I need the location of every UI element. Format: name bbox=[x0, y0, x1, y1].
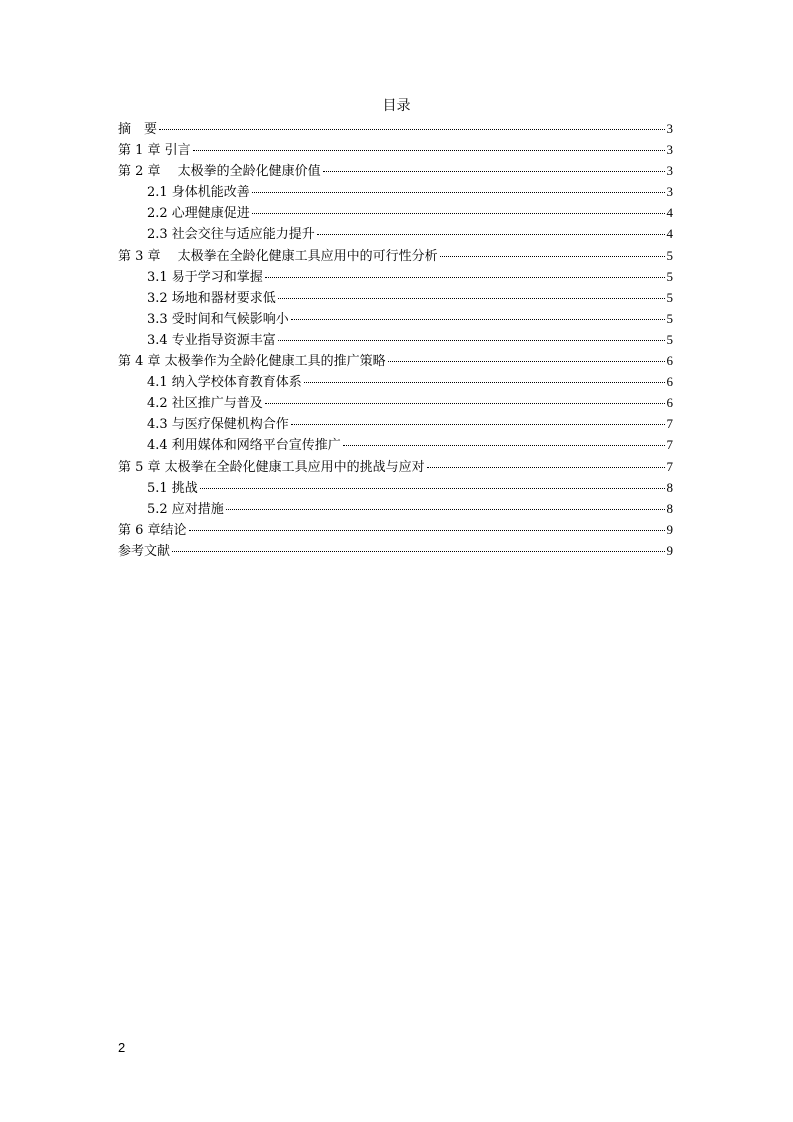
toc-entry[interactable] bbox=[118, 392, 673, 413]
toc-entry-label: 2.2 心理健康促进 bbox=[147, 206, 250, 222]
toc-list bbox=[118, 118, 673, 561]
toc-entry-page: 5 bbox=[666, 247, 673, 263]
toc-dot-leader bbox=[172, 551, 664, 552]
toc-entry-label: 3.1 易于学习和掌握 bbox=[147, 269, 263, 285]
toc-dot-leader bbox=[193, 150, 665, 151]
toc-entry-page: 9 bbox=[666, 542, 673, 558]
toc-entry[interactable] bbox=[118, 477, 673, 498]
toc-entry-label: 4.1 纳入学校体育教育体系 bbox=[147, 375, 302, 391]
toc-dot-leader bbox=[304, 382, 665, 383]
toc-entry[interactable] bbox=[118, 519, 673, 540]
toc-entry[interactable] bbox=[118, 223, 673, 244]
toc-dot-leader bbox=[189, 530, 665, 531]
toc-entry[interactable] bbox=[118, 287, 673, 308]
toc-entry-label: 第 6 章结论 bbox=[118, 522, 187, 538]
toc-entry-page: 5 bbox=[666, 310, 673, 326]
toc-entry-label: 5.2 应对措施 bbox=[147, 501, 224, 517]
toc-entry[interactable] bbox=[118, 202, 673, 223]
toc-entry-label: 5.1 挑战 bbox=[147, 480, 198, 496]
toc-entry[interactable] bbox=[118, 266, 673, 287]
page-number: 2 bbox=[118, 1040, 126, 1055]
toc-dot-leader bbox=[317, 234, 665, 235]
toc-dot-leader bbox=[265, 277, 665, 278]
toc-entry-page: 4 bbox=[666, 226, 673, 242]
toc-entry-page: 8 bbox=[666, 500, 673, 516]
toc-dot-leader bbox=[265, 403, 665, 404]
toc-entry-label: 4.4 利用媒体和网络平台宣传推广 bbox=[147, 438, 341, 454]
toc-entry-label: 摘 要 bbox=[118, 122, 158, 137]
toc-entry-page: 5 bbox=[666, 289, 673, 305]
toc-entry-page: 9 bbox=[666, 521, 673, 537]
toc-dot-leader bbox=[252, 192, 665, 193]
toc-dot-leader bbox=[427, 467, 665, 468]
toc-entry[interactable] bbox=[118, 118, 673, 139]
toc-dot-leader bbox=[252, 213, 665, 214]
toc-entry[interactable] bbox=[118, 329, 673, 350]
toc-entry[interactable] bbox=[118, 245, 673, 266]
toc-entry-page: 4 bbox=[666, 205, 673, 221]
toc-entry[interactable] bbox=[118, 413, 673, 434]
toc-entry-page: 7 bbox=[666, 458, 673, 474]
toc-entry-page: 8 bbox=[666, 479, 673, 495]
toc-entry[interactable] bbox=[118, 139, 673, 160]
toc-entry-page: 3 bbox=[666, 184, 673, 200]
toc-entry[interactable] bbox=[118, 456, 673, 477]
toc-entry-page: 6 bbox=[666, 374, 673, 390]
toc-entry-label: 第 2 章 太极拳的全龄化健康价值 bbox=[118, 164, 321, 180]
toc-entry[interactable] bbox=[118, 498, 673, 519]
toc-dot-leader bbox=[200, 488, 665, 489]
toc-entry-page: 5 bbox=[666, 268, 673, 284]
toc-entry-page: 7 bbox=[666, 416, 673, 432]
toc-title: 目录 bbox=[382, 98, 411, 114]
toc-dot-leader bbox=[278, 298, 665, 299]
toc-dot-leader bbox=[323, 171, 665, 172]
toc-entry-label: 参考文献 bbox=[118, 543, 171, 559]
toc-entry-page: 6 bbox=[666, 353, 673, 369]
toc-entry-label: 2.3 社会交往与适应能力提升 bbox=[147, 227, 315, 243]
toc-entry-label: 2.1 身体机能改善 bbox=[147, 185, 250, 201]
toc-entry[interactable] bbox=[118, 540, 673, 561]
toc-entry[interactable] bbox=[118, 371, 673, 392]
toc-entry-label: 第 5 章 太极拳在全龄化健康工具应用中的挑战与应对 bbox=[118, 459, 425, 475]
toc-entry-label: 第 3 章 太极拳在全龄化健康工具应用中的可行性分析 bbox=[118, 248, 438, 264]
toc-entry-label: 第 1 章 引言 bbox=[118, 143, 191, 159]
toc-entry-page: 3 bbox=[666, 142, 673, 158]
toc-entry-page: 3 bbox=[666, 121, 673, 136]
toc-entry-label: 3.4 专业指导资源丰富 bbox=[147, 332, 276, 348]
toc-dot-leader bbox=[440, 256, 665, 257]
toc-entry-label: 4.3 与医疗保健机构合作 bbox=[147, 417, 289, 433]
toc-entry-label: 4.2 社区推广与普及 bbox=[147, 396, 263, 412]
toc-dot-leader bbox=[159, 129, 664, 130]
toc-entry-page: 6 bbox=[666, 395, 673, 411]
toc-entry-label: 3.3 受时间和气候影响小 bbox=[147, 311, 289, 327]
toc-dot-leader bbox=[388, 361, 665, 362]
toc-entry-page: 3 bbox=[666, 163, 673, 179]
toc-entry[interactable] bbox=[118, 434, 673, 455]
toc-entry-label: 3.2 场地和器材要求低 bbox=[147, 290, 276, 306]
toc-entry-page: 7 bbox=[666, 437, 673, 453]
toc-dot-leader bbox=[343, 445, 665, 446]
toc-dot-leader bbox=[291, 319, 665, 320]
toc-dot-leader bbox=[291, 424, 665, 425]
toc-dot-leader bbox=[226, 509, 665, 510]
toc-entry[interactable] bbox=[118, 181, 673, 202]
toc-entry[interactable] bbox=[118, 308, 673, 329]
toc-entry-label: 第 4 章 太极拳作为全龄化健康工具的推广策略 bbox=[118, 354, 386, 370]
toc-entry[interactable] bbox=[118, 350, 673, 371]
toc-dot-leader bbox=[278, 340, 665, 341]
toc-entry-page: 5 bbox=[666, 331, 673, 347]
toc-entry[interactable] bbox=[118, 160, 673, 181]
